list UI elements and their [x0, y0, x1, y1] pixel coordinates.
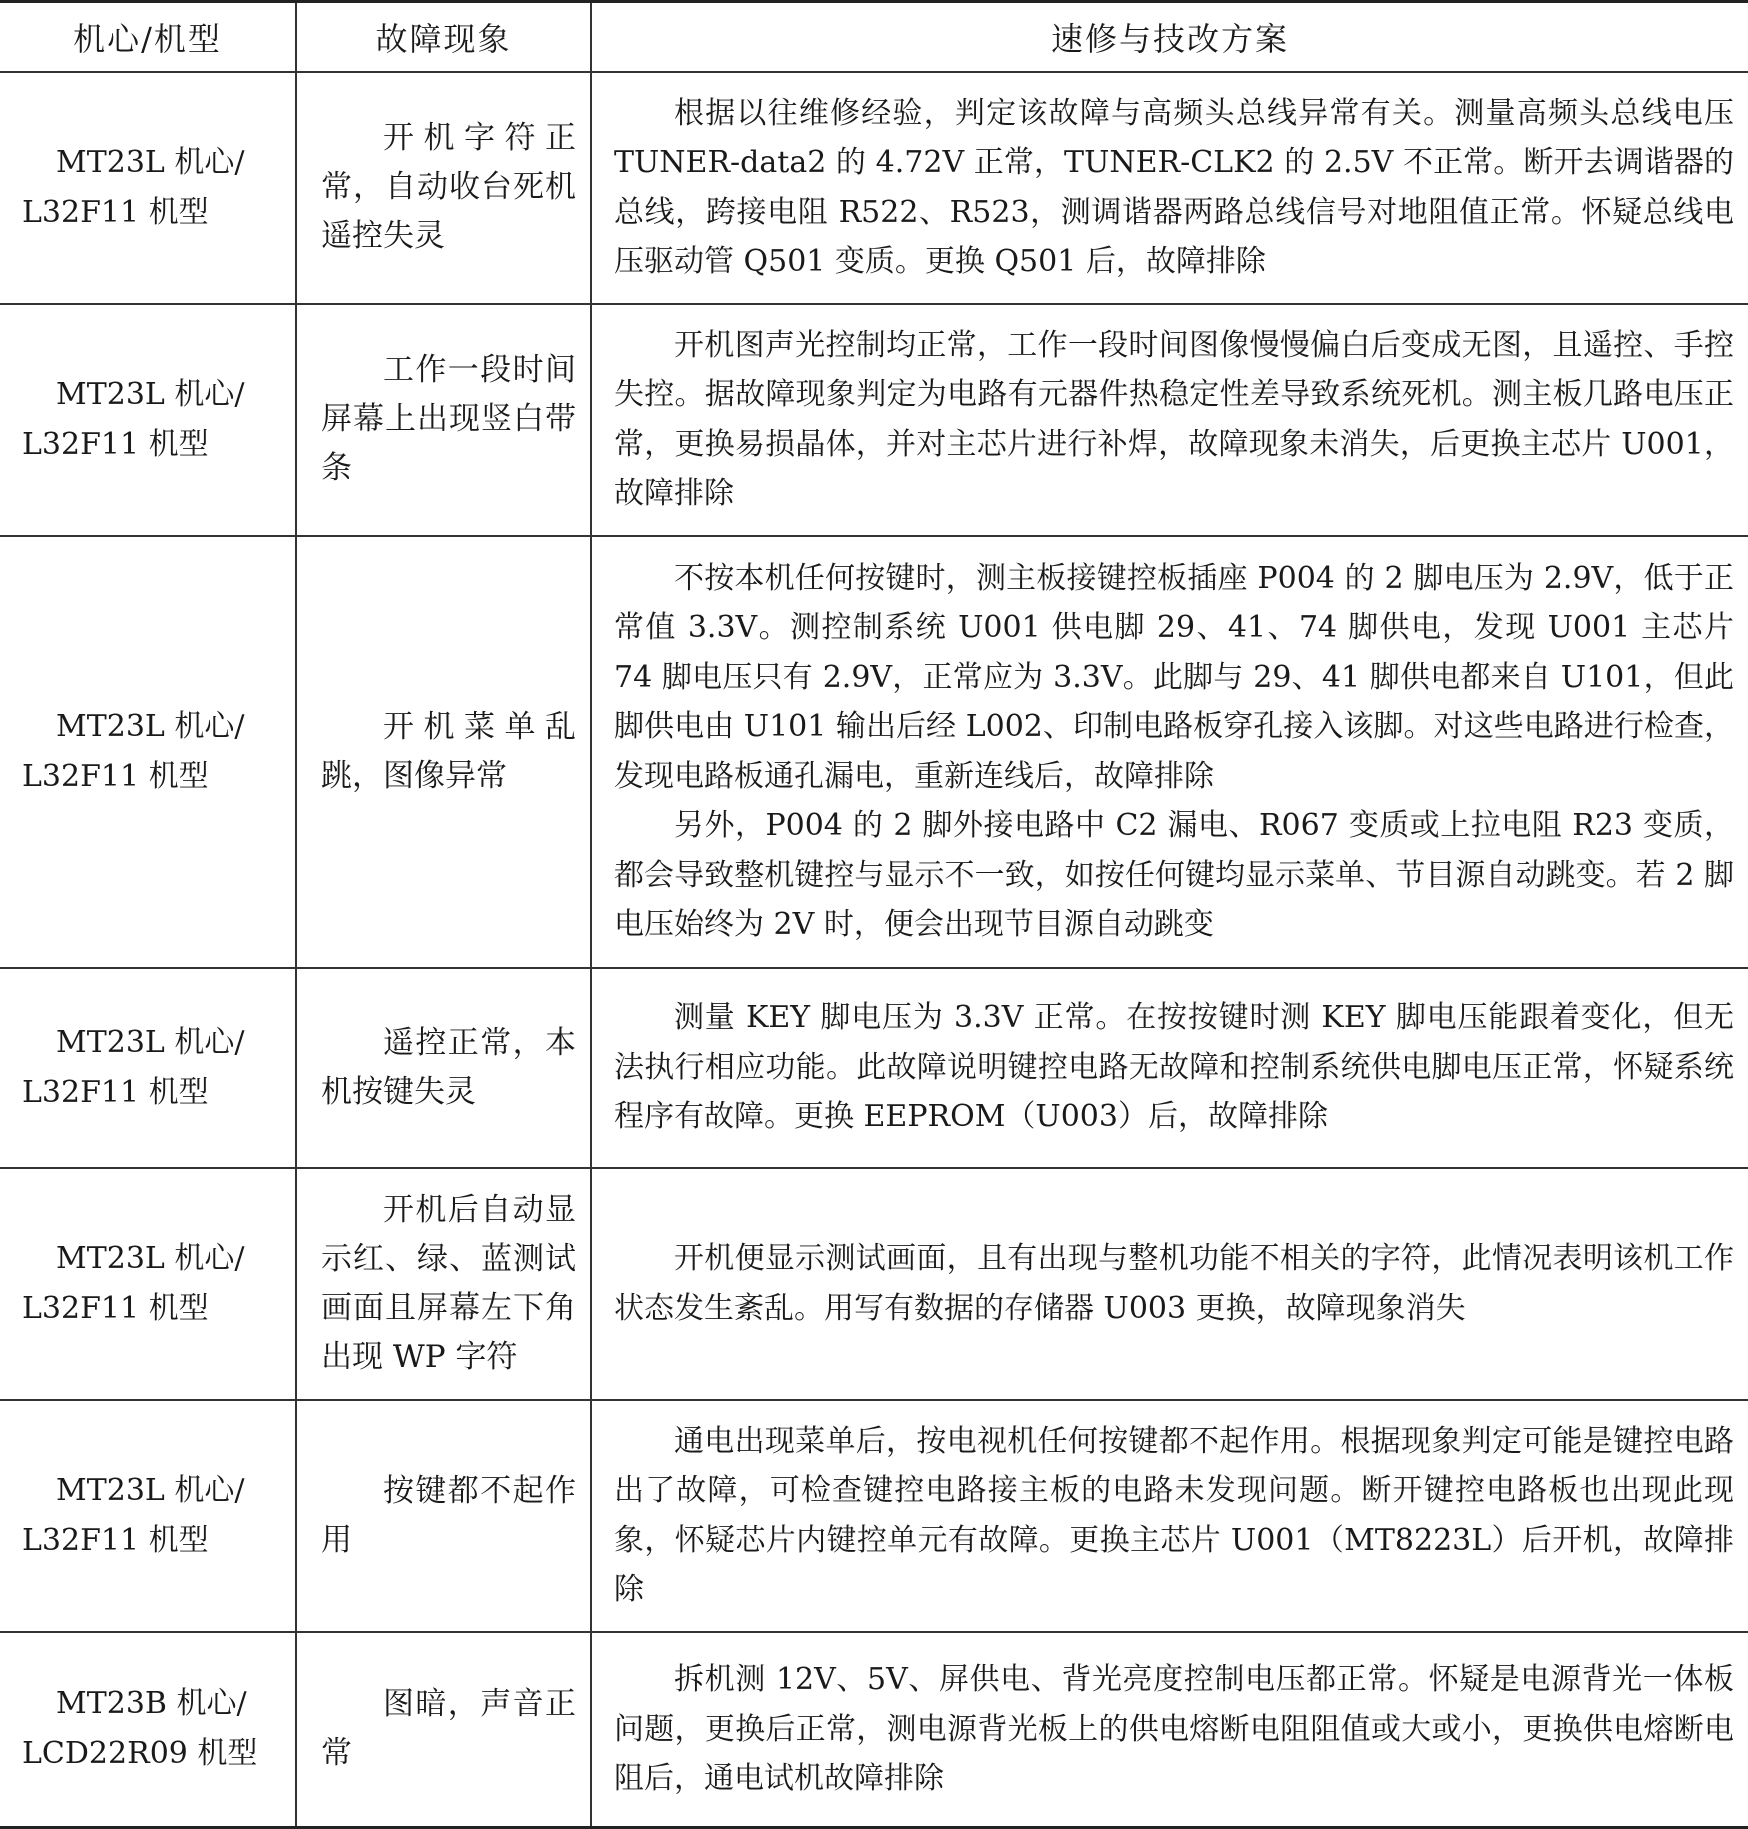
header-solution: 速修与技改方案: [591, 2, 1748, 72]
symptom-text: 图暗，声音正常: [321, 1686, 576, 1772]
symptom-cell: [296, 968, 591, 1168]
table-row: [0, 536, 1748, 968]
solution-cell: [591, 1168, 1748, 1400]
header-model: 机心/机型: [0, 2, 296, 72]
model-line-2: L32F11 机型: [22, 1074, 209, 1110]
symptom-text: 开机字符正常，自动收台死机遥控失灵: [321, 120, 576, 254]
table-row: [0, 304, 1748, 536]
model-cell: [0, 536, 296, 968]
model-cell: [0, 72, 296, 304]
model-line-1: MT23L 机心/: [56, 144, 245, 180]
symptom-text: 遥控正常，本机按键失灵: [321, 1024, 576, 1110]
symptom-text: 按键都不起作用: [321, 1472, 576, 1558]
solution-cell: [591, 72, 1748, 304]
symptom-cell: [296, 1168, 591, 1400]
header-row: [0, 2, 1748, 72]
table-row: [0, 968, 1748, 1168]
symptom-cell: [296, 1632, 591, 1828]
model-line-1: MT23L 机心/: [56, 1472, 245, 1508]
symptom-cell: [296, 304, 591, 536]
solution-paragraph: 通电出现菜单后，按电视机任何按键都不起作用。根据现象判定可能是键控电路出了故障，可检查键控电路接主板的电路未发现问题。断开键控电路板也出现此现象，怀疑芯片内键控单元有故障。更换主芯片 U001（MT8223L）后开机，故障排除: [614, 1423, 1734, 1607]
model-cell: [0, 968, 296, 1168]
model-line-1: MT23L 机心/: [56, 708, 245, 744]
symptom-text: 开机菜单乱跳，图像异常: [321, 708, 576, 794]
model-line-1: MT23L 机心/: [56, 1240, 245, 1276]
model-cell: [0, 1400, 296, 1632]
model-line-1: MT23B 机心/: [56, 1686, 247, 1722]
model-cell: [0, 1168, 296, 1400]
header-symptom: 故障现象: [296, 2, 591, 72]
model-line-1: MT23L 机心/: [56, 376, 245, 412]
solution-cell: [591, 1632, 1748, 1828]
solution-paragraph: 不按本机任何按键时，测主板接键控板插座 P004 的 2 脚电压为 2.9V，低于正常值 3.3V。测控制系统 U001 供电脚 29、41、74 脚供电，发现 U001 主芯片 74 脚电压只有 2.9V，正常应为 3.3V。此脚与 29、41 脚供电都来自 U101，但此脚供电由 U101 输出后经 L002、印制电路板穿孔接入该脚。对这些电路进行检查，发现电路板通孔漏电，重新连线后，故障排除: [614, 560, 1734, 794]
solution-paragraph: 开机图声光控制均正常，工作一段时间图像慢慢偏白后变成无图，且遥控、手控失控。据故障现象判定为电路有元器件热稳定性差导致系统死机。测主板几路电压正常，更换易损晶体，并对主芯片进行补焊，故障现象未消失，后更换主芯片 U001，故障排除: [614, 327, 1734, 511]
solution-cell: [591, 1400, 1748, 1632]
solution-paragraph: 根据以往维修经验，判定该故障与高频头总线异常有关。测量高频头总线电压 TUNER-data2 的 4.72V 正常，TUNER-CLK2 的 2.5V 不正常。断开去调谐器的总线，跨接电阻 R522、R523，测调谐器两路总线信号对地阻值正常。怀疑总线电压驱动管 Q501 变质。更换 Q501 后，故障排除: [614, 95, 1734, 279]
table-row: [0, 1400, 1748, 1632]
table-row: [0, 72, 1748, 304]
symptom-cell: [296, 536, 591, 968]
model-line-2: L32F11 机型: [22, 1290, 209, 1326]
solution-cell: [591, 968, 1748, 1168]
model-line-2: L32F11 机型: [22, 758, 209, 794]
table-row: [0, 1168, 1748, 1400]
table-row: [0, 1632, 1748, 1828]
symptom-cell: [296, 1400, 591, 1632]
model-line-1: MT23L 机心/: [56, 1024, 245, 1060]
model-line-2: L32F11 机型: [22, 194, 209, 230]
solution-paragraph: 另外，P004 的 2 脚外接电路中 C2 漏电、R067 变质或上拉电阻 R23 变质，都会导致整机键控与显示不一致，如按任何键均显示菜单、节目源自动跳变。若 2 脚电压始终为 2V 时，便会出现节目源自动跳变: [614, 808, 1734, 942]
symptom-cell: [296, 72, 591, 304]
solution-paragraph: 拆机测 12V、5V、屏供电、背光亮度控制电压都正常。怀疑是电源背光一体板问题，更换后正常，测电源背光板上的供电熔断电阻阻值或大或小，更换供电熔断电阻后，通电试机故障排除: [614, 1662, 1734, 1796]
model-cell: [0, 304, 296, 536]
model-line-2: L32F11 机型: [22, 1522, 209, 1558]
solution-cell: [591, 304, 1748, 536]
symptom-text: 开机后自动显示红、绿、蓝测试画面且屏幕左下角出现 WP 字符: [321, 1191, 576, 1375]
solution-paragraph: 测量 KEY 脚电压为 3.3V 正常。在按按键时测 KEY 脚电压能跟着变化，但无法执行相应功能。此故障说明键控电路无故障和控制系统供电脚电压正常，怀疑系统程序有故障。更换 EEPROM（U003）后，故障排除: [614, 1000, 1734, 1135]
model-line-2: L32F11 机型: [22, 426, 209, 462]
symptom-text: 工作一段时间屏幕上出现竖白带条: [321, 352, 576, 486]
solution-paragraph: 开机便显示测试画面，且有出现与整机功能不相关的字符，此情况表明该机工作状态发生紊乱。用写有数据的存储器 U003 更换，故障现象消失: [614, 1241, 1734, 1326]
model-cell: [0, 1632, 296, 1828]
solution-cell: [591, 536, 1748, 968]
model-line-2: LCD22R09 机型: [22, 1736, 258, 1772]
